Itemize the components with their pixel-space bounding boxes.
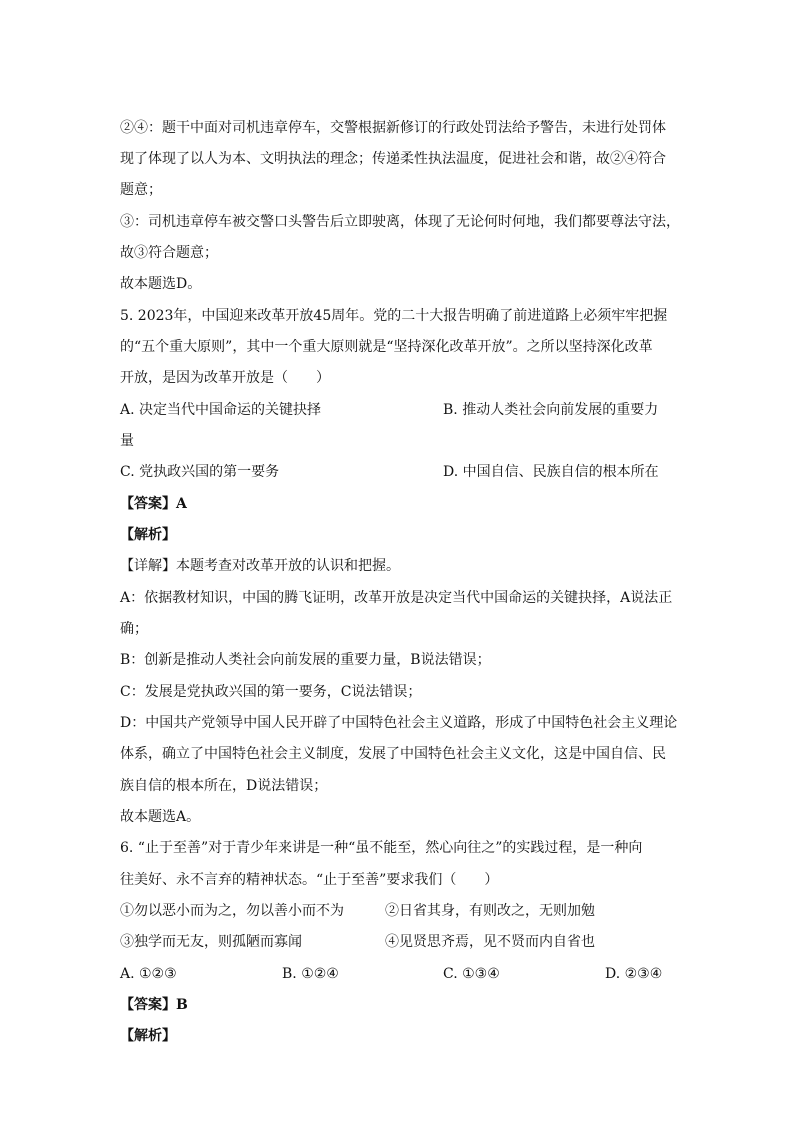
q6-item-3: ③独学而无友，则孤陋而寡闻 — [120, 934, 302, 950]
q5-stem-line3: 开放，是因为改革开放是（ ） — [120, 370, 330, 386]
q6-stem-line2: 往美好、永不言弃的精神状态。“止于至善”要求我们（ ） — [120, 872, 499, 888]
q5-stem-line2: 的“五个重大原则”，其中一个重大原则就是“坚持深化改革开放”。之所以坚持深化改革 — [120, 339, 653, 355]
q5-answer: 【答案】A — [120, 496, 187, 512]
prev-analysis-p1-line1: ②④：题干中面对司机违章停车，交警根据新修订的行政处罚法给予警告，未进行处罚体 — [120, 120, 666, 136]
q6-analysis-label: 【解析】 — [120, 1028, 176, 1044]
prev-analysis-p1-line3: 题意； — [120, 182, 162, 198]
q5-detail: 【详解】本题考查对改革开放的认识和把握。 — [120, 558, 400, 574]
q6-answer: 【答案】B — [120, 997, 188, 1013]
prev-analysis-p1-line2: 现了体现了以人为本、文明执法的理念；传递柔性执法温度，促进社会和谐，故②④符合 — [120, 151, 666, 167]
q5-analysis-a-line1: A：依据教材知识，中国的腾飞证明，改革开放是决定当代中国命运的关键抉择，A说法正 — [120, 590, 673, 606]
q5-option-b: B. 推动人类社会向前发展的重要力 — [443, 402, 659, 418]
q6-option-a: A. ①②③ — [120, 966, 177, 982]
q6-item-4: ④见贤思齐焉，见不贤而内自省也 — [385, 934, 595, 950]
q5-analysis-d-line3: 族自信的根本所在，D说法错误； — [120, 778, 328, 794]
q5-analysis-d-line1: D：中国共产党领导中国人民开辟了中国特色社会主义道路，形成了中国特色社会主义理论 — [120, 715, 678, 731]
q5-option-c: C. 党执政兴国的第一要务 — [120, 464, 280, 480]
prev-analysis-p2-line1: ③：司机违章停车被交警口头警告后立即驶离，体现了无论何时何地，我们都要尊法守法， — [120, 214, 680, 230]
q6-item-1: ①勿以恶小而为之，勿以善小而不为 — [120, 903, 344, 919]
q6-item-2: ②日省其身，有则改之，无则加勉 — [385, 903, 595, 919]
q6-option-d: D. ②③④ — [605, 966, 663, 982]
prev-analysis-conclusion: 故本题选D。 — [120, 276, 202, 292]
prev-analysis-p2-line2: 故③符合题意； — [120, 245, 218, 261]
q5-stem-line1: 5. 2023年，中国迎来改革开放45周年。党的二十大报告明确了前进道路上必须牢牢把握 — [120, 308, 668, 324]
q6-stem-line1: 6. “止于至善”对于青少年来讲是一种“虽不能至，然心向往之”的实践过程，是一种向 — [120, 840, 643, 856]
q5-conclusion: 故本题选A。 — [120, 809, 201, 825]
q5-option-a: A. 决定当代中国命运的关键抉择 — [120, 402, 322, 418]
q5-analysis-label: 【解析】 — [120, 527, 176, 543]
q5-analysis-b: B：创新是推动人类社会向前发展的重要力量，B说法错误； — [120, 652, 491, 668]
q5-analysis-c: C：发展是党执政兴国的第一要务，C说法错误； — [120, 684, 422, 700]
q5-option-d: D. 中国自信、民族自信的根本所在 — [443, 464, 659, 480]
q5-option-b-wrap: 量 — [120, 433, 134, 449]
q6-option-b: B. ①②④ — [282, 966, 339, 982]
q5-analysis-d-line2: 体系，确立了中国特色社会主义制度，发展了中国特色社会主义文化，这是中国自信、民 — [120, 746, 666, 762]
q5-analysis-a-line2: 确； — [120, 621, 148, 637]
q6-option-c: C. ①③④ — [443, 966, 500, 982]
